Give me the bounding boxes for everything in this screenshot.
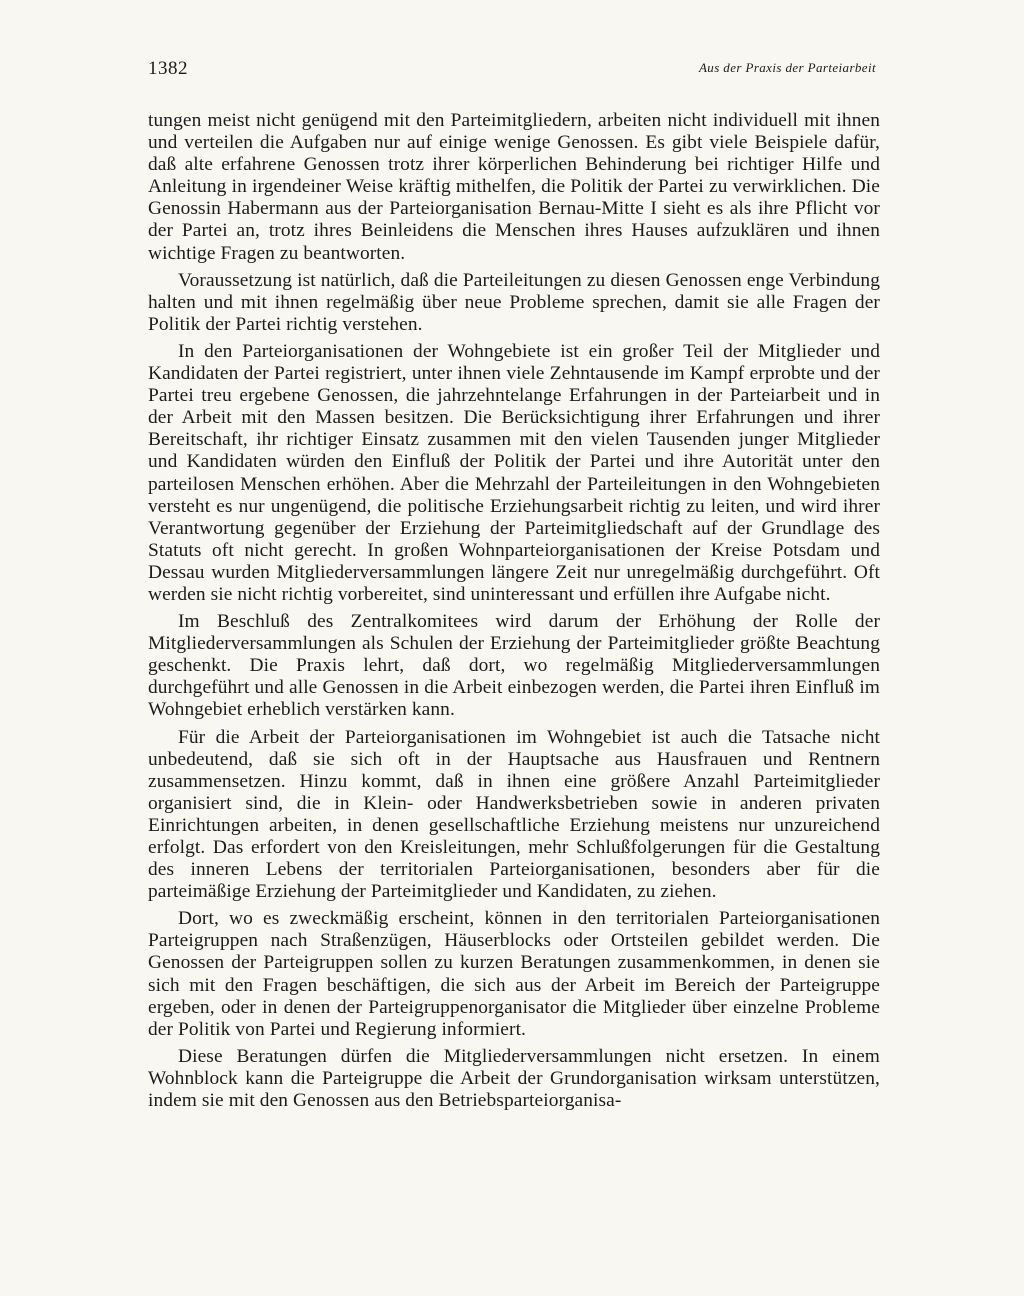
paragraph-6: Dort, wo es zweckmäßig erscheint, können in den territorialen Parteiorganisationen Parteigruppen nach Straßenzügen, Häuserblocks oder Ortsteilen gebildet werden. Die Genossen der Parteigruppen sollen zu kurzen Beratungen zusammenkommen, in denen sie sich mit den Fragen beschäftigen, die sich aus der Arbeit im Bereich der Parteigruppe ergeben, oder in denen der Parteigruppenorganisator die Mitglieder über einzelne Probleme der Politik von Partei und Regierung informiert. xyxy=(148,908,880,1040)
paragraph-1: tungen meist nicht genügend mit den Parteimitgliedern, arbeiten nicht individuell mit ihnen und verteilen die Aufgaben nur auf einige wenige Genossen. Es gibt viele Beispiele dafür, daß alte erfahrene Genossen trotz ihrer körperlichen Behinderung bei richtiger Hilfe und Anleitung in irgendeiner Weise kräftig mithelfen, die Politik der Partei zu verwirklichen. Die Genossin Habermann aus der Parteiorganisation Bernau-Mitte I sieht es als ihre Pflicht vor der Partei an, trotz ihres Beinleidens die Menschen ihres Hauses aufzuklären und ihnen wichtige Fragen zu beantworten. xyxy=(148,110,880,264)
running-head: Aus der Praxis der Parteiarbeit xyxy=(698,60,876,75)
page-header xyxy=(148,58,876,82)
body-text xyxy=(148,110,880,1210)
paragraph-4: Im Beschluß des Zentralkomitees wird darum der Erhöhung der Rolle der Mitgliederversammlungen als Schulen der Erziehung der Parteimitglieder größte Beachtung geschenkt. Die Praxis lehrt, daß dort, wo regelmäßig Mitgliederversammlungen durchgeführt und alle Genossen in die Arbeit einbezogen werden, die Partei ihren Einfluß im Wohngebiet erheblich verstärken kann. xyxy=(148,611,880,721)
paragraph-5: Für die Arbeit der Parteiorganisationen im Wohngebiet ist auch die Tatsache nicht unbedeutend, daß sie sich oft in der Hauptsache aus Hausfrauen und Rentnern zusammensetzen. Hinzu kommt, daß in ihnen eine größere Anzahl Parteimitglieder organisiert sind, die in Klein- oder Handwerksbetrieben sowie in anderen privaten Einrichtungen arbeiten, in denen gesellschaftliche Erziehung meistens nur unzureichend erfolgt. Das erfordert von den Kreisleitungen, mehr Schlußfolgerungen für die Gestaltung des inneren Lebens der territorialen Parteiorganisationen, besonders aber für die parteimäßige Erziehung der Parteimitglieder und Kandidaten, zu ziehen. xyxy=(148,726,880,903)
paragraph-2: Voraussetzung ist natürlich, daß die Parteileitungen zu diesen Genossen enge Verbindung halten und mit ihnen regelmäßig über neue Probleme sprechen, damit sie alle Fragen der Politik der Partei richtig verstehen. xyxy=(148,269,880,335)
paragraph-7: Diese Beratungen dürfen die Mitgliederversammlungen nicht ersetzen. In einem Wohnblock kann die Parteigruppe die Arbeit der Grundorganisation wirksam unterstützen, indem sie mit den Genossen aus den Betriebsparteiorganisa- xyxy=(148,1045,880,1112)
page-number: 1382 xyxy=(148,58,188,79)
paragraph-3: In den Parteiorganisationen der Wohngebiete ist ein großer Teil der Mitglieder und Kandidaten der Partei registriert, unter ihnen viele Zehntausende im Kampf erprobte und der Partei treu ergebene Genossen, die jahrzehntelange Erfahrungen in der Parteiarbeit und in der Arbeit mit den Massen besitzen. Die Berücksichtigung ihrer Erfahrungen und ihrer Bereitschaft, ihr richtiger Einsatz zusammen mit den vielen Tausenden junger Mitglieder und Kandidaten würden den Einfluß der Politik der Partei und ihre Autorität unter den parteilosen Menschen erhöhen. Aber die Mehrzahl der Parteileitungen in den Wohngebieten versteht es nur ungenügend, die politische Erziehungsarbeit richtig zu leiten, und wird ihrer Verantwortung gegenüber der Erziehung der Parteimitgliedschaft auf der Grundlage des Statuts oft nicht gerecht. In großen Wohnparteiorganisationen der Kreise Potsdam und Dessau wurden Mitgliederversammlungen längere Zeit nur unregelmäßig durchgeführt. Oft werden sie nicht richtig vorbereitet, sind uninteressant und erfüllen ihre Aufgabe nicht. xyxy=(148,340,880,605)
